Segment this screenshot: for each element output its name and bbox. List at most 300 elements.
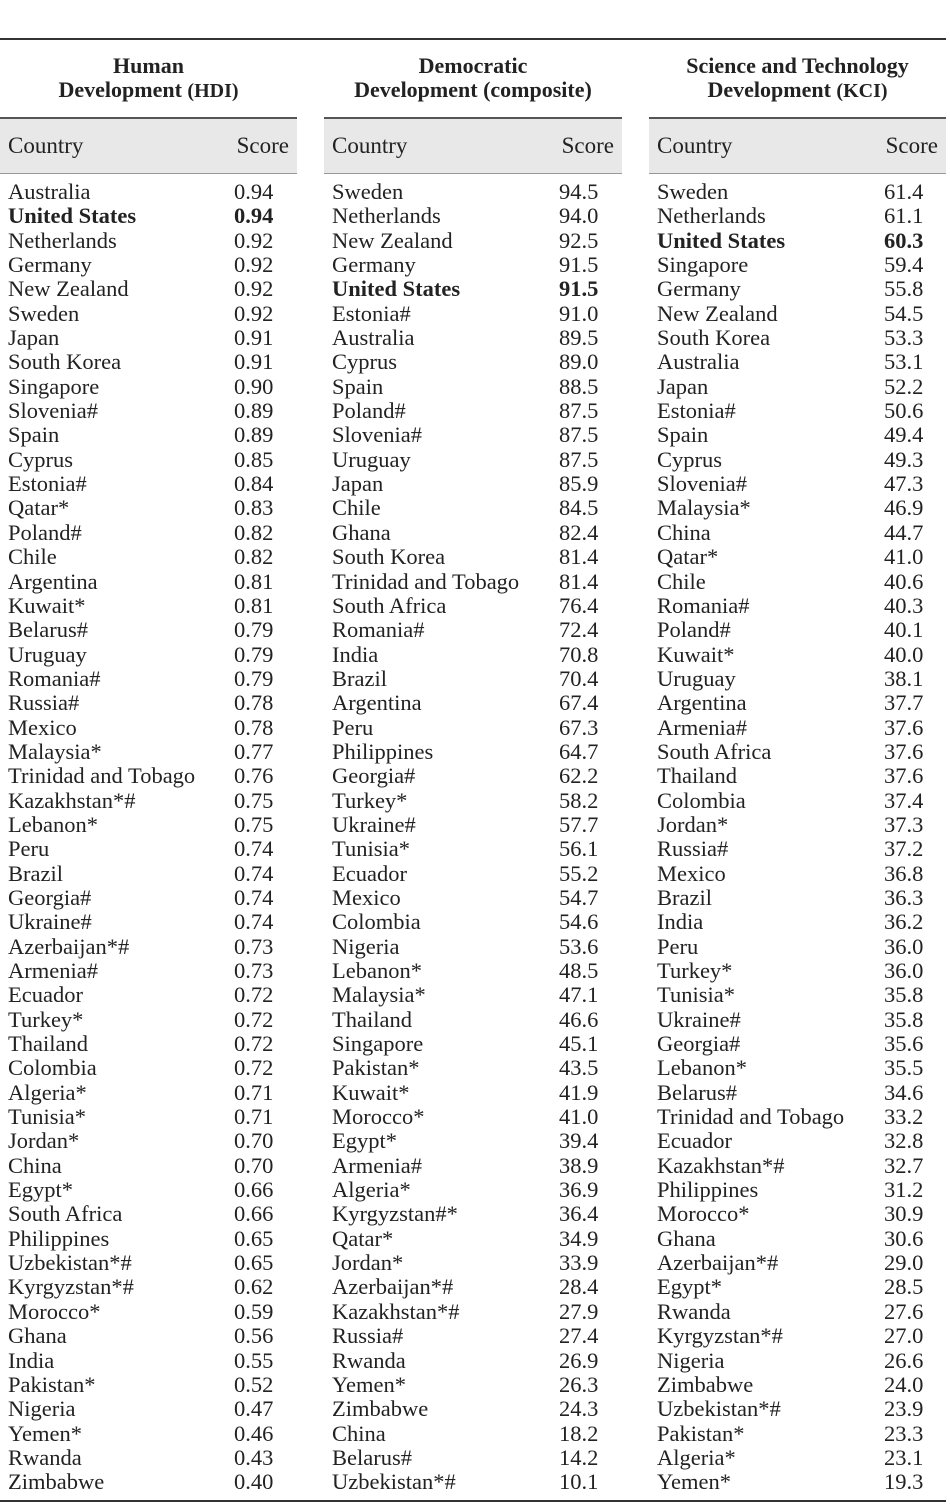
country-cell: Japan xyxy=(8,325,60,351)
table-row xyxy=(324,594,622,618)
table-row xyxy=(649,1105,946,1129)
table-row xyxy=(649,1446,946,1470)
country-cell: Georgia# xyxy=(657,1031,741,1057)
country-cell: Lebanon* xyxy=(332,958,422,983)
country-cell: Trinidad and Tobago xyxy=(332,568,520,594)
table-row xyxy=(324,643,622,667)
score-cell: 26.9 xyxy=(559,1347,599,1373)
column-title-line2: Development xyxy=(707,77,831,102)
score-cell: 40.0 xyxy=(884,641,924,667)
score-cell: 30.9 xyxy=(884,1201,924,1227)
country-cell: Thailand xyxy=(657,763,737,789)
country-cell: Chile xyxy=(657,568,706,594)
country-cell: Germany xyxy=(8,252,92,278)
country-cell: New Zealand xyxy=(332,227,453,253)
score-cell: 53.6 xyxy=(559,933,599,959)
table-row xyxy=(324,837,622,861)
bottom-rule xyxy=(0,1500,946,1502)
table-row xyxy=(0,740,297,764)
table-row xyxy=(649,204,946,228)
country-cell: Algeria* xyxy=(8,1079,87,1105)
country-cell: Lebanon* xyxy=(8,811,98,837)
score-cell: 37.2 xyxy=(884,836,924,862)
score-cell: 34.9 xyxy=(559,1225,599,1251)
table-row xyxy=(0,691,297,715)
score-cell: 0.43 xyxy=(234,1444,274,1470)
column-header xyxy=(324,117,622,174)
score-cell: 47.1 xyxy=(559,982,599,1008)
column-title-abbr: (KCI) xyxy=(836,80,888,102)
score-cell: 0.72 xyxy=(234,1055,274,1081)
score-cell: 52.2 xyxy=(884,373,924,399)
country-cell: Poland# xyxy=(8,519,82,545)
country-cell: Slovenia# xyxy=(332,422,422,448)
country-cell: Pakistan* xyxy=(332,1055,420,1081)
score-cell: 43.5 xyxy=(559,1055,599,1081)
country-cell: Spain xyxy=(332,373,384,399)
score-cell: 37.3 xyxy=(884,811,924,837)
score-cell: 49.3 xyxy=(884,446,924,472)
score-cell: 23.1 xyxy=(884,1444,924,1470)
table-row xyxy=(324,667,622,691)
table-row xyxy=(649,521,946,545)
country-cell: Sweden xyxy=(657,179,729,204)
rows xyxy=(0,180,297,1495)
score-cell: 33.9 xyxy=(559,1250,599,1276)
country-cell: Singapore xyxy=(8,373,100,399)
score-cell: 0.92 xyxy=(234,276,274,302)
score-cell: 48.5 xyxy=(559,958,599,983)
table-row xyxy=(324,1470,622,1494)
column-title-line1: Human xyxy=(113,53,184,78)
score-cell: 23.3 xyxy=(884,1420,924,1446)
table-row xyxy=(649,277,946,301)
table-row xyxy=(649,399,946,423)
table-row xyxy=(324,1129,622,1153)
score-cell: 67.3 xyxy=(559,714,599,740)
score-cell: 0.89 xyxy=(234,398,274,424)
table-row xyxy=(324,983,622,1007)
table-row xyxy=(0,1275,297,1299)
country-cell: Lebanon* xyxy=(657,1055,747,1081)
table-row xyxy=(649,691,946,715)
table-row xyxy=(649,594,946,618)
table-row xyxy=(0,1470,297,1494)
country-cell: Russia# xyxy=(332,1323,404,1349)
score-cell: 35.8 xyxy=(884,982,924,1008)
score-cell: 84.5 xyxy=(559,495,599,521)
table-row xyxy=(0,375,297,399)
table-row xyxy=(324,1227,622,1251)
country-cell: Singapore xyxy=(657,252,749,278)
country-cell: Jordan* xyxy=(332,1250,404,1276)
country-cell: South Korea xyxy=(332,544,446,570)
score-cell: 81.4 xyxy=(559,544,599,570)
table-row xyxy=(324,1251,622,1275)
table-row xyxy=(0,764,297,788)
country-cell: India xyxy=(657,909,704,935)
score-cell: 72.4 xyxy=(559,617,599,643)
table-row xyxy=(324,1324,622,1348)
score-cell: 0.75 xyxy=(234,787,274,813)
country-cell: Ukraine# xyxy=(657,1006,741,1032)
score-cell: 38.1 xyxy=(884,665,924,691)
country-cell: Ukraine# xyxy=(8,909,92,935)
country-cell: Peru xyxy=(8,836,50,862)
score-cell: 39.4 xyxy=(559,1128,599,1154)
score-cell: 88.5 xyxy=(559,373,599,399)
score-cell: 10.1 xyxy=(559,1469,599,1495)
country-cell: India xyxy=(8,1347,55,1373)
table-row xyxy=(0,496,297,520)
score-cell: 0.70 xyxy=(234,1152,274,1178)
country-cell: Yemen* xyxy=(657,1469,731,1495)
country-cell: Rwanda xyxy=(332,1347,406,1373)
table-row xyxy=(649,910,946,934)
score-cell: 35.8 xyxy=(884,1006,924,1032)
score-cell: 0.90 xyxy=(234,373,274,399)
column-title xyxy=(324,54,622,102)
table-row xyxy=(324,1422,622,1446)
score-cell: 27.0 xyxy=(884,1323,924,1349)
country-cell: Armenia# xyxy=(8,958,98,983)
table-row xyxy=(324,910,622,934)
country-cell: Argentina xyxy=(332,690,422,716)
table-row xyxy=(0,643,297,667)
column-title-abbr: (HDI) xyxy=(187,80,239,102)
country-cell: Yemen* xyxy=(8,1420,82,1446)
country-cell: China xyxy=(8,1152,62,1178)
country-cell: Australia xyxy=(8,179,91,204)
column-title xyxy=(0,54,297,103)
score-cell: 45.1 xyxy=(559,1031,599,1057)
country-cell: Germany xyxy=(332,252,416,278)
country-cell: Ukraine# xyxy=(332,811,416,837)
column-header xyxy=(0,117,297,174)
country-cell: Sweden xyxy=(8,300,80,326)
table-row xyxy=(324,1349,622,1373)
country-cell: Singapore xyxy=(332,1031,424,1057)
table-row xyxy=(649,618,946,642)
score-cell: 0.70 xyxy=(234,1128,274,1154)
score-cell: 76.4 xyxy=(559,592,599,618)
table-row xyxy=(0,1032,297,1056)
table-row xyxy=(0,1081,297,1105)
country-cell: Turkey* xyxy=(8,1006,84,1032)
score-cell: 0.65 xyxy=(234,1225,274,1251)
country-cell: Uruguay xyxy=(332,446,411,472)
score-cell: 58.2 xyxy=(559,787,599,813)
country-cell: Colombia xyxy=(657,787,746,813)
score-cell: 91.5 xyxy=(559,252,599,278)
country-cell: Kazakhstan*# xyxy=(8,787,136,813)
table-row xyxy=(324,253,622,277)
score-header: Score xyxy=(561,133,614,158)
score-cell: 0.91 xyxy=(234,325,274,351)
score-cell: 38.9 xyxy=(559,1152,599,1178)
score-cell: 40.6 xyxy=(884,568,924,594)
table-row xyxy=(649,302,946,326)
table-row xyxy=(0,862,297,886)
country-cell: Spain xyxy=(8,422,60,448)
table-row xyxy=(324,1008,622,1032)
score-cell: 0.65 xyxy=(234,1250,274,1276)
country-cell: Morocco* xyxy=(8,1298,101,1324)
score-cell: 70.4 xyxy=(559,665,599,691)
country-cell: South Africa xyxy=(332,592,447,618)
table-row xyxy=(324,472,622,496)
score-cell: 0.74 xyxy=(234,884,274,910)
score-cell: 0.82 xyxy=(234,519,274,545)
table-row xyxy=(649,423,946,447)
table-row xyxy=(324,1154,622,1178)
score-cell: 87.5 xyxy=(559,446,599,472)
table-row xyxy=(0,472,297,496)
table-row xyxy=(649,1081,946,1105)
score-cell: 55.2 xyxy=(559,860,599,886)
score-cell: 37.6 xyxy=(884,738,924,764)
table-row xyxy=(324,764,622,788)
country-cell: Thailand xyxy=(8,1031,88,1057)
score-cell: 0.94 xyxy=(234,203,274,229)
table-row xyxy=(324,1300,622,1324)
country-cell: Kuwait* xyxy=(8,592,86,618)
country-cell: Russia# xyxy=(8,690,80,716)
score-cell: 34.6 xyxy=(884,1079,924,1105)
score-cell: 0.56 xyxy=(234,1323,274,1349)
table-row xyxy=(0,1178,297,1202)
score-cell: 0.79 xyxy=(234,641,274,667)
table-row xyxy=(324,180,622,204)
column-title xyxy=(649,54,946,103)
table-row xyxy=(649,1056,946,1080)
country-cell: Thailand xyxy=(332,1006,412,1032)
country-header: Country xyxy=(657,133,733,158)
table-row xyxy=(0,570,297,594)
country-cell: Netherlands xyxy=(657,203,766,229)
column-title-abbr: (composite) xyxy=(483,77,592,102)
table-row xyxy=(649,789,946,813)
country-cell: Uzbekistan*# xyxy=(8,1250,132,1276)
score-cell: 30.6 xyxy=(884,1225,924,1251)
table-row xyxy=(0,545,297,569)
table-row xyxy=(324,959,622,983)
score-cell: 0.78 xyxy=(234,690,274,716)
score-cell: 0.75 xyxy=(234,811,274,837)
score-cell: 0.83 xyxy=(234,495,274,521)
score-cell: 53.3 xyxy=(884,325,924,351)
country-cell: Trinidad and Tobago xyxy=(8,763,196,789)
country-cell: Egypt* xyxy=(332,1128,397,1154)
table-row xyxy=(649,1470,946,1494)
score-cell: 36.4 xyxy=(559,1201,599,1227)
table-row xyxy=(649,1008,946,1032)
table-row xyxy=(324,277,622,301)
country-cell: Kuwait* xyxy=(657,641,735,667)
table-row xyxy=(649,764,946,788)
table-row xyxy=(649,326,946,350)
table-row xyxy=(649,983,946,1007)
table-row xyxy=(0,1373,297,1397)
country-cell: Cyprus xyxy=(332,349,398,375)
table-row xyxy=(649,1129,946,1153)
score-cell: 40.3 xyxy=(884,592,924,618)
country-cell: South Korea xyxy=(657,325,771,351)
table-row xyxy=(0,594,297,618)
table-row xyxy=(0,253,297,277)
score-cell: 91.0 xyxy=(559,300,599,326)
country-cell: Argentina xyxy=(8,568,98,594)
score-cell: 27.4 xyxy=(559,1323,599,1349)
score-cell: 36.0 xyxy=(884,933,924,959)
score-cell: 14.2 xyxy=(559,1444,599,1470)
country-cell: New Zealand xyxy=(8,276,129,302)
score-cell: 53.1 xyxy=(884,349,924,375)
table-row xyxy=(0,1129,297,1153)
score-cell: 18.2 xyxy=(559,1420,599,1446)
country-cell: Uzbekistan*# xyxy=(332,1469,456,1495)
score-cell: 27.9 xyxy=(559,1298,599,1324)
score-header: Score xyxy=(236,133,289,158)
score-cell: 0.74 xyxy=(234,909,274,935)
score-cell: 32.8 xyxy=(884,1128,924,1154)
country-cell: Algeria* xyxy=(332,1177,411,1203)
score-cell: 36.8 xyxy=(884,860,924,886)
score-cell: 36.0 xyxy=(884,958,924,983)
country-cell: Germany xyxy=(657,276,741,302)
table-row xyxy=(324,1105,622,1129)
table-row xyxy=(324,1446,622,1470)
table-row xyxy=(324,789,622,813)
score-cell: 0.89 xyxy=(234,422,274,448)
country-cell: Zimbabwe xyxy=(332,1396,429,1422)
country-cell: Nigeria xyxy=(657,1347,725,1373)
country-cell: Turkey* xyxy=(657,958,733,983)
country-cell: Rwanda xyxy=(8,1444,82,1470)
country-header: Country xyxy=(8,133,84,158)
table-row xyxy=(0,1105,297,1129)
table-row xyxy=(324,1397,622,1421)
table-row xyxy=(324,1056,622,1080)
score-cell: 0.74 xyxy=(234,836,274,862)
column-title-line1: Science and Technology xyxy=(686,53,909,78)
table-row xyxy=(649,1032,946,1056)
score-cell: 87.5 xyxy=(559,422,599,448)
table-row xyxy=(649,1373,946,1397)
table-row xyxy=(649,1275,946,1299)
country-cell: Azerbaijan*# xyxy=(8,933,130,959)
country-cell: Mexico xyxy=(332,884,401,910)
table-row xyxy=(0,1397,297,1421)
table-row xyxy=(0,716,297,740)
table-row xyxy=(0,1202,297,1226)
country-cell: Poland# xyxy=(332,398,406,424)
score-cell: 0.73 xyxy=(234,958,274,983)
country-cell: Azerbaijan*# xyxy=(657,1250,779,1276)
country-cell: Philippines xyxy=(332,738,434,764)
country-cell: Zimbabwe xyxy=(8,1469,105,1495)
country-cell: Spain xyxy=(657,422,709,448)
score-header: Score xyxy=(885,133,938,158)
score-cell: 81.4 xyxy=(559,568,599,594)
table-row xyxy=(324,886,622,910)
score-cell: 40.1 xyxy=(884,617,924,643)
table-row xyxy=(649,740,946,764)
table-row xyxy=(324,740,622,764)
table-row xyxy=(0,326,297,350)
score-cell: 0.81 xyxy=(234,568,274,594)
country-cell: Malaysia* xyxy=(657,495,751,521)
table-row xyxy=(649,959,946,983)
country-header: Country xyxy=(332,133,408,158)
country-cell: Australia xyxy=(332,325,415,351)
score-cell: 0.91 xyxy=(234,349,274,375)
score-cell: 94.0 xyxy=(559,203,599,229)
country-cell: Romania# xyxy=(8,665,101,691)
table-row xyxy=(649,1202,946,1226)
country-cell: Qatar* xyxy=(657,544,719,570)
country-cell: Philippines xyxy=(657,1177,759,1203)
table-row xyxy=(324,1202,622,1226)
score-cell: 61.1 xyxy=(884,203,924,229)
score-cell: 54.7 xyxy=(559,884,599,910)
score-cell: 27.6 xyxy=(884,1298,924,1324)
country-cell: Estonia# xyxy=(657,398,736,424)
table-row xyxy=(0,1446,297,1470)
score-cell: 92.5 xyxy=(559,227,599,253)
score-cell: 0.47 xyxy=(234,1396,274,1422)
table-row xyxy=(649,1349,946,1373)
table-row xyxy=(0,935,297,959)
score-cell: 35.5 xyxy=(884,1055,924,1081)
country-cell: Mexico xyxy=(8,714,77,740)
country-cell: China xyxy=(332,1420,386,1446)
score-cell: 0.92 xyxy=(234,300,274,326)
table-row xyxy=(649,643,946,667)
score-cell: 0.71 xyxy=(234,1104,274,1130)
score-cell: 32.7 xyxy=(884,1152,924,1178)
score-cell: 64.7 xyxy=(559,738,599,764)
country-cell: Nigeria xyxy=(332,933,400,959)
column-header xyxy=(649,117,946,174)
score-cell: 41.0 xyxy=(884,544,924,570)
table-row xyxy=(324,618,622,642)
table-row xyxy=(0,1227,297,1251)
table-row xyxy=(649,1324,946,1348)
country-cell: Kyrgyzstan*# xyxy=(657,1323,783,1349)
country-cell: Chile xyxy=(332,495,381,521)
country-cell: Cyprus xyxy=(657,446,723,472)
score-cell: 62.2 xyxy=(559,763,599,789)
score-cell: 0.73 xyxy=(234,933,274,959)
score-cell: 0.77 xyxy=(234,738,274,764)
score-cell: 44.7 xyxy=(884,519,924,545)
table-row xyxy=(0,837,297,861)
country-cell: Philippines xyxy=(8,1225,110,1251)
score-cell: 94.5 xyxy=(559,179,599,204)
table-row xyxy=(649,1300,946,1324)
table-row xyxy=(324,375,622,399)
table-row xyxy=(324,935,622,959)
country-cell: Argentina xyxy=(657,690,747,716)
table-row xyxy=(324,1032,622,1056)
score-cell: 50.6 xyxy=(884,398,924,424)
score-cell: 91.5 xyxy=(559,276,599,302)
country-cell: Malaysia* xyxy=(332,982,426,1008)
score-cell: 24.0 xyxy=(884,1371,924,1397)
country-cell: Ecuador xyxy=(657,1128,732,1154)
country-cell: Belarus# xyxy=(332,1444,412,1470)
